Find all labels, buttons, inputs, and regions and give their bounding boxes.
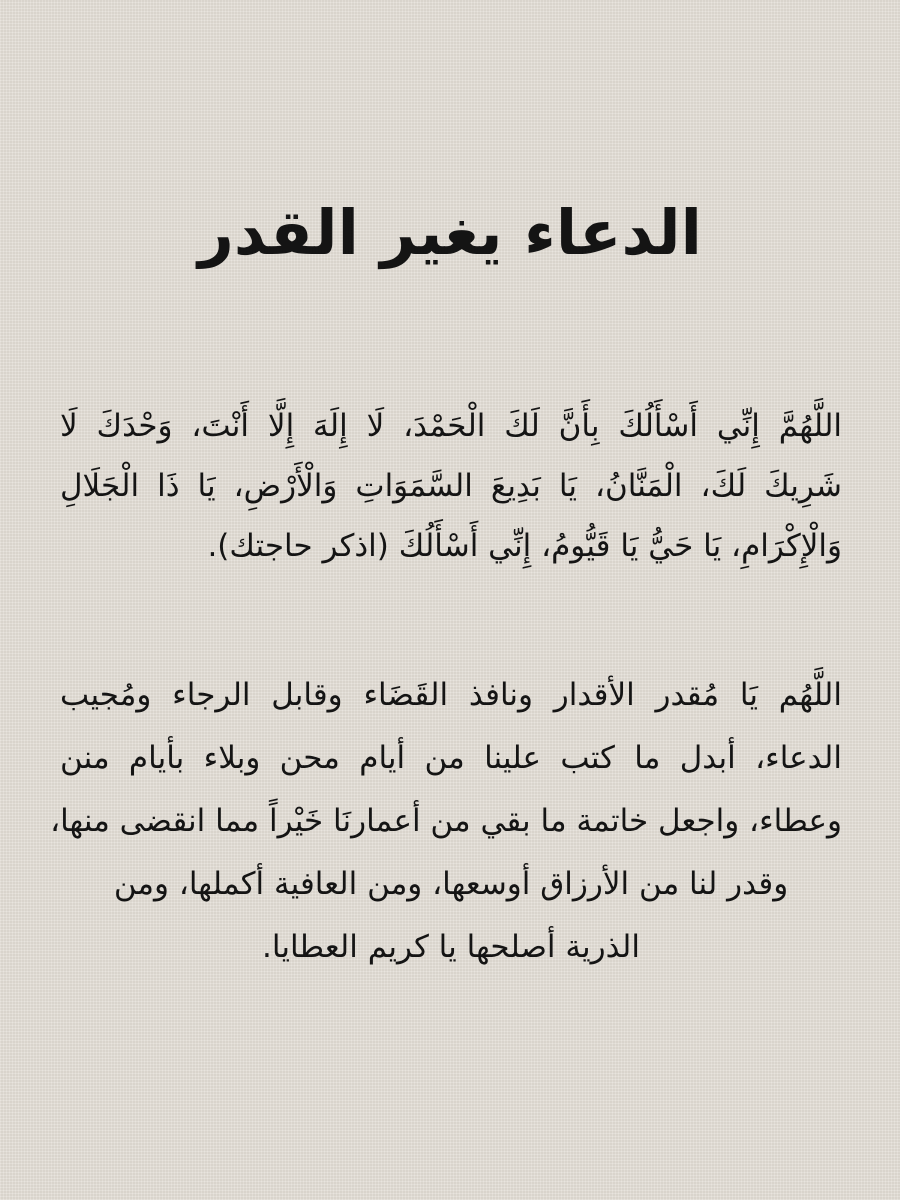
dua-2-line-5: الذرية أصلحها يا كريم العطايا. bbox=[262, 929, 640, 965]
dua-paragraph-1 bbox=[60, 396, 842, 576]
page-title: الدعاء يغير القدر bbox=[198, 196, 702, 269]
dua-paragraph-2 bbox=[50, 664, 842, 979]
dua-2-line-4: وقدر لنا من الأرزاق أوسعها، ومن العافية أكملها، ومن bbox=[113, 866, 789, 902]
dua-1-line-2: شَرِيكَ لَكَ، الْمَنَّانُ، يَا بَدِيعَ السَّمَوَاتِ وَالْأَرْضِ، يَا ذَا الْجَلَالِ bbox=[60, 468, 842, 504]
dua-2-line-3: وعطاء، واجعل خاتمة ما بقي من أعمارنَا خَيْراً مما انقضى منها، bbox=[50, 803, 842, 839]
dua-2-line-1: اللَّهُم يَا مُقدر الأقدار ونافذ القَضَاء وقابل الرجاء ومُجيب bbox=[60, 677, 842, 713]
dua-1-line-1: اللَّهُمَّ إِنِّي أَسْأَلُكَ بِأَنَّ لَكَ الْحَمْدَ، لَا إِلَهَ إِلَّا أَنْتَ، وَحْدَكَ لَا bbox=[60, 408, 842, 444]
dua-1-line-3: وَالْإِكْرَامِ، يَا حَيُّ يَا قَيُّومُ، إِنِّي أَسْأَلُكَ (اذكر حاجتك). bbox=[207, 528, 842, 564]
dua-2-line-2: الدعاء، أبدل ما كتب علينا من أيام محن وبلاء بأيام منن bbox=[60, 740, 842, 776]
